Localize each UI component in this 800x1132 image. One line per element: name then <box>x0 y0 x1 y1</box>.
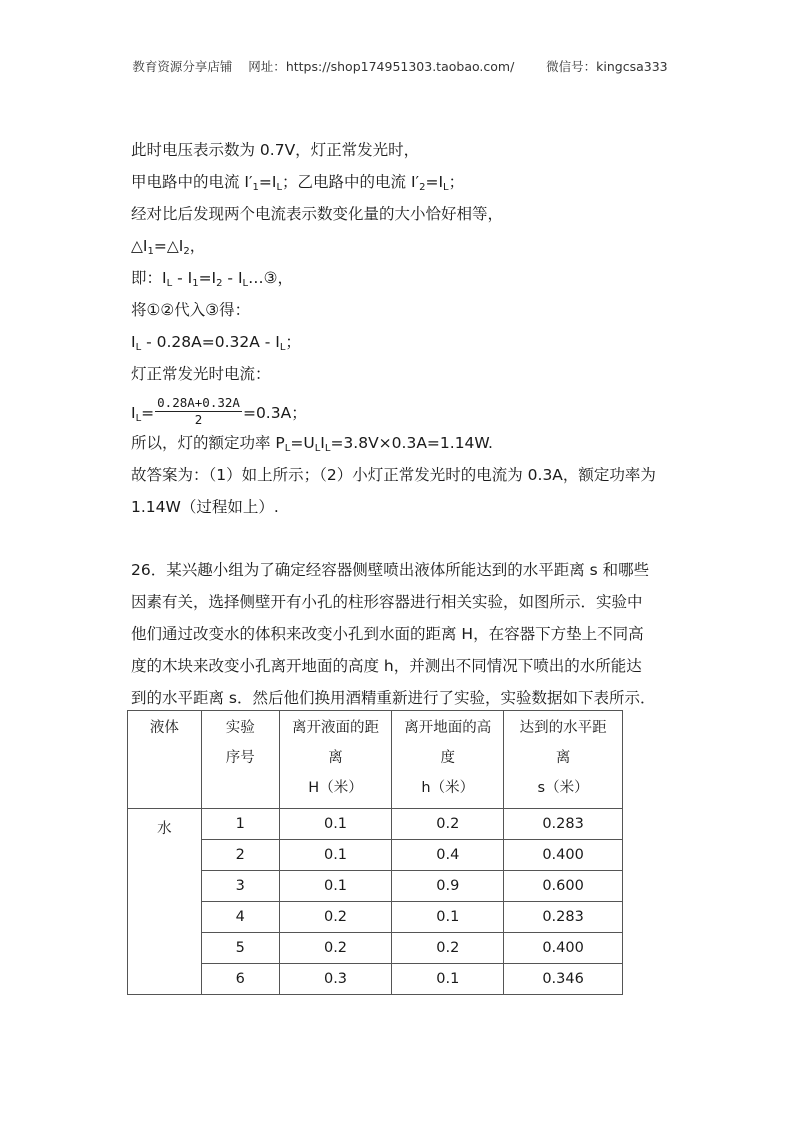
header-cell-trial <box>201 711 279 809</box>
subscript: 2 <box>183 246 190 257</box>
question-line-1: 26．某兴趣小组为了确定经容器侧壁喷出液体所能达到的水平距离 s 和哪些 <box>131 561 650 579</box>
solution-line-4 <box>131 236 205 256</box>
question-line-5: 到的水平距离 s．然后他们换用酒精重新进行了实验，实验数据如下表所示． <box>131 689 656 707</box>
subscript: L <box>314 443 321 454</box>
solution-line-7 <box>131 332 301 352</box>
subscript: L <box>242 278 249 289</box>
wechat-id: kingcsa333 <box>596 59 668 74</box>
subscript: L <box>166 278 173 289</box>
solution-line-11: 故答案为：（1）如上所示；（2）小灯正常发光时的电流为 0.3A，额定功率为 <box>131 466 656 484</box>
page-header <box>0 57 800 75</box>
header-text: s（米） <box>537 780 589 796</box>
text-segment: ；乙电路中的电流 I′ <box>282 173 420 191</box>
solution-line-8: 灯正常发光时电流： <box>131 365 271 383</box>
table-cell: 0.283 <box>504 809 623 840</box>
url-label: 网址： <box>248 59 286 74</box>
question-line-4: 度的木块来改变小孔离开地面的高度 h，并测出不同情况下喷出的水所能达 <box>131 657 642 675</box>
table-cell: 0.2 <box>392 809 504 840</box>
text-segment: =△I <box>153 237 184 255</box>
header-text: h（米） <box>421 780 475 796</box>
table-cell: 0.2 <box>279 933 392 964</box>
experiment-data-table <box>127 710 623 995</box>
liquid-cell: 水 <box>128 809 202 995</box>
text-segment: I <box>131 404 136 422</box>
table-cell: 0.9 <box>392 871 504 902</box>
text-segment: …③， <box>248 269 294 287</box>
question-line-2: 因素有关，选择侧壁开有小孔的柱形容器进行相关实验，如图所示．实验中 <box>131 593 643 611</box>
header-text: 离 <box>328 750 343 766</box>
subscript: 1 <box>252 182 259 193</box>
text-segment: - 0.28A=0.32A - I <box>141 333 280 351</box>
table-cell: 0.1 <box>279 809 392 840</box>
table-cell: 0.400 <box>504 840 623 871</box>
table-cell: 0.1 <box>279 871 392 902</box>
shop-name: 教育资源分享店铺 <box>132 59 233 74</box>
table-cell: 0.283 <box>504 902 623 933</box>
solution-line-3: 经对比后发现两个电流表示数变化量的大小恰好相等， <box>131 205 504 223</box>
subscript: L <box>135 342 142 353</box>
text-segment: I <box>320 434 325 452</box>
table-cell: 0.1 <box>279 840 392 871</box>
table-cell: 0.1 <box>392 902 504 933</box>
text-segment: =3.8V×0.3A=1.14W. <box>330 434 493 452</box>
header-text: 度 <box>440 750 456 766</box>
table-row <box>128 902 623 933</box>
solution-line-12: 1.14W（过程如上）. <box>131 498 279 516</box>
fraction-numerator: 0.28A+0.32A <box>157 395 240 410</box>
table-cell: 0.600 <box>504 871 623 902</box>
table-cell: 0.4 <box>392 840 504 871</box>
text-segment: △I <box>131 237 148 255</box>
header-text: 序号 <box>225 750 255 766</box>
subscript: 2 <box>216 278 223 289</box>
subscript: L <box>284 443 291 454</box>
text-segment: - I <box>172 269 193 287</box>
table-header-row <box>128 711 623 809</box>
header-cell-liquid <box>128 711 202 809</box>
table-cell: 4 <box>201 902 279 933</box>
text-segment: =I <box>425 173 444 191</box>
question-line-3: 他们通过改变水的体积来改变小孔到水面的距离 H，在容器下方垫上不同高 <box>131 625 644 643</box>
table-cell: 0.346 <box>504 964 623 995</box>
text-segment: 所以，灯的额定功率 P <box>131 434 285 452</box>
shop-url[interactable]: https://shop174951303.taobao.com/ <box>285 59 515 74</box>
table-cell: 2 <box>201 840 279 871</box>
subscript: L <box>279 342 286 353</box>
text-segment: =I <box>258 173 277 191</box>
table-cell: 0.2 <box>279 902 392 933</box>
header-cell-s <box>504 711 623 809</box>
solution-line-5 <box>131 268 293 288</box>
text-segment: =I <box>198 269 217 287</box>
solution-line-2 <box>131 172 464 192</box>
text-segment: 即：I <box>131 269 167 287</box>
text-segment: = <box>141 404 155 422</box>
subscript: L <box>135 413 142 424</box>
table-row <box>128 840 623 871</box>
header-text: 离开地面的高 <box>404 720 492 736</box>
table-cell: 0.400 <box>504 933 623 964</box>
subscript: L <box>276 182 283 193</box>
table-cell: 0.2 <box>392 933 504 964</box>
table-row <box>128 871 623 902</box>
header-text: 达到的水平距 <box>519 720 607 736</box>
text-segment: =U <box>290 434 315 452</box>
text-segment: =0.3A； <box>242 404 307 422</box>
solution-line-9 <box>131 397 307 430</box>
subscript: 1 <box>192 278 199 289</box>
text-segment: 甲电路中的电流 I′ <box>131 173 253 191</box>
text-segment: ； <box>448 173 465 191</box>
table-cell: 1 <box>201 809 279 840</box>
table-cell: 3 <box>201 871 279 902</box>
table-cell: 0.1 <box>392 964 504 995</box>
subscript: 2 <box>419 182 426 193</box>
table-cell: 5 <box>201 933 279 964</box>
table-row <box>128 964 623 995</box>
table-row <box>128 809 623 840</box>
table-cell: 6 <box>201 964 279 995</box>
text-segment: I <box>131 333 136 351</box>
subscript: L <box>324 443 331 454</box>
subscript: L <box>443 182 449 193</box>
fraction <box>155 395 242 428</box>
fraction-denominator: 2 <box>194 412 203 427</box>
solution-line-1: 此时电压表示数为 0.7V，灯正常发光时， <box>131 141 420 159</box>
wechat-label: 微信号： <box>546 59 597 74</box>
header-text: 实验 <box>225 720 255 736</box>
solution-line-6: 将①②代入③得： <box>131 301 251 319</box>
text-segment: - I <box>222 269 243 287</box>
text-segment: ； <box>285 333 301 351</box>
table-row <box>128 933 623 964</box>
header-cell-H <box>279 711 392 809</box>
header-text: 离 <box>555 750 571 766</box>
table-cell: 0.3 <box>279 964 392 995</box>
header-cell-h <box>392 711 504 809</box>
text-segment: ， <box>189 237 206 255</box>
header-text: H（米） <box>308 780 363 796</box>
header-text: 离开液面的距 <box>292 720 379 736</box>
header-text: 液体 <box>149 720 179 736</box>
subscript: 1 <box>147 246 154 257</box>
solution-line-10 <box>131 433 493 453</box>
